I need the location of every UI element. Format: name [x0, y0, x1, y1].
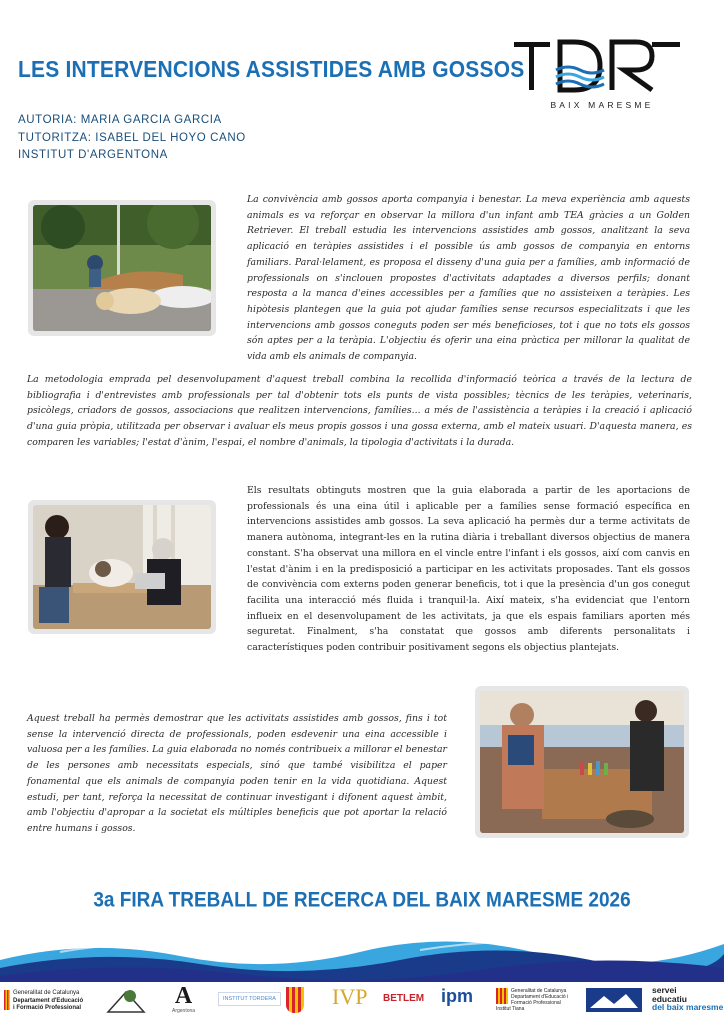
ipm-logo: ipm	[441, 986, 474, 1006]
logo-subtitle: BAIX MARESME	[550, 100, 654, 110]
institut-tordera-logo: INSTITUT TORDERA	[218, 992, 281, 1006]
sponsor-logos	[0, 982, 724, 1024]
generalitat-tiana-flag-icon	[496, 988, 508, 1004]
betlem-logo: BETLEM	[383, 993, 425, 1004]
generalitat-line-2: Departament d'Educació	[13, 997, 84, 1004]
gen2-line-3: Formació Professional	[511, 1000, 561, 1006]
dog-therapy-photo	[28, 500, 216, 634]
tutor-line: TUTORITZA: ISABEL DEL HOYO CANO	[18, 131, 246, 144]
dogs-garden-photo	[28, 200, 216, 336]
mountain-logo-icon	[586, 988, 642, 1012]
servei-line-2: educatiu	[652, 993, 687, 1004]
servei-educatiu-logo	[652, 986, 723, 1012]
generalitat-line-1: Generalitat de Catalunya	[13, 990, 80, 996]
poster-title: LES INTERVENCIONS ASSISTIDES AMB GOSSOS	[18, 57, 525, 83]
introduction-text: La convivència amb gossos aporta companyia i benestar. La meva experiència amb aquests animals es va reforçar en observar la millora d'un infant amb TEA gràcies a un Golden Retriever. El treball estudia les intervencions assistides amb gossos, analitzant la seva aplicació en teràpies assistides i el possible ús amb gossos de companyia en entorns familiars. Paral·lelament, es proposa el disseny d'una guia per a famílies, amb informació de professionals on s'inclouen propostes d'activitats adaptades a diversos perfils; donant resposta a la manca d'eines accessibles per a famílies que no assisteixen a teràpies. Les hipòtesis plantegen que la guia pot ajudar famílies sense recursos especialitzats i que les intervencions amb gossos coneguts poden ser més beneficioses, tot i que no tots els gossos són aptes per a la teràpia. L'objectiu és oferir una eina pràctica per millorar la qualitat de vida amb els animals de companyia.	[247, 194, 690, 363]
gen2-line-1: Generalitat de Catalunya	[511, 988, 567, 994]
methodology-text: La metodologia emprada pel desenvolupament d'aquest treball combina la recollida d'informació teòrica a través de la lectura de bibliografia i d'entrevistes amb professionals per tal d'obtenir tots els punts de vista possibles; tècnics de les teràpies, veterinaris, psicòlegs, criadors de gossos, associacions que realitzen intervencions, famílies... a més de l'assistència a teràpies i la creació i aplicació d'una guia pròpia, utilitzada per observar i avaluar els meus propis gossos i una gossa externa, amb el mateix usuari. D'aquesta manera, es comparen les variables; l'estat d'ànim, l'espai, el nombre d'animals, la tipologia d'activitats i la durada.	[27, 374, 692, 448]
gen2-line-2: Departament d'Educació i	[511, 994, 569, 1000]
decorative-waves-icon	[0, 930, 724, 982]
author-line: AUTORIA: MARIA GARCIA GARCIA	[18, 114, 222, 126]
group-activity-photo	[475, 686, 689, 838]
ivp-logo: IVP	[332, 984, 368, 1009]
fair-title: 3a FIRA TREBALL DE RECERCA DEL BAIX MARESME 2026	[93, 888, 631, 913]
generalitat-flag-icon	[4, 990, 10, 1010]
argentona-a-icon: A	[174, 983, 193, 1009]
generalitat-logo	[4, 990, 84, 1013]
generalitat-line-3: i Formació Professional	[13, 1005, 82, 1011]
author-block	[18, 112, 246, 165]
striped-shield-icon	[286, 987, 304, 1013]
results-text: Els resultats obtinguts mostren que la guia elaborada a partir de les aportacions de professionals és una eina útil i aplicable per a famílies sense formació específica en intervencions assistides amb gossos. La seva aplicació ha permès dur a terme activitats de manera autònoma, integrant-les en la rutina diària i treballant diversos objectius de manera constant. S'ha observat una millora en el vincle entre l'infant i els gossos, així com canvis en l'estat d'ànim i en la predisposició a participar en les activitats proposades. Tant els gossos de convivència com externs poden generar beneficis, tot i que la presència d'un gos conegut facilita una interacció més fluida i tranquil·la. Així mateix, s'ha evidenciat que l'entorn influeix en el desenvolupament de les activitats, ja que els espais familiars aporten més seguretat. Finalment, s'ha constatat que gossos amb diferents personalitats i característiques poden contribuir positivament segons els objectius plantejats.	[247, 485, 690, 654]
generalitat-tiana-logo	[496, 988, 569, 1012]
argentona-label: Argentona	[172, 1008, 196, 1014]
argentona-logo	[172, 984, 195, 1014]
conclusions-text: Aquest treball ha permès demostrar que les activitats assistides amb gossos, fins i tot sense la intervenció directa de professionals, poden esdevenir una eina accessible i valuosa per a les famílies. La guia elaborada no només contribueix a millorar el benestar de les persones amb necessitats especials, sinó que també visibilitza el paper fonamental que els animals de companyia poden tenir en la vida quotidiana. Aquest estudi, per tant, reforça la necessitat de continuar investigant i difonent aquest àmbit, amb l'objectiu d'apropar a la societat els múltiples beneficis que pot aportar la relació entre humans i gossos.	[27, 713, 447, 834]
servei-line-3: del baix maresme	[652, 1002, 724, 1012]
tree-logo-icon	[104, 986, 148, 1016]
gen2-line-4: Institut Tiana	[496, 1006, 525, 1012]
school-line: INSTITUT D'ARGENTONA	[18, 149, 168, 161]
servei-line-1: servei	[652, 985, 677, 995]
